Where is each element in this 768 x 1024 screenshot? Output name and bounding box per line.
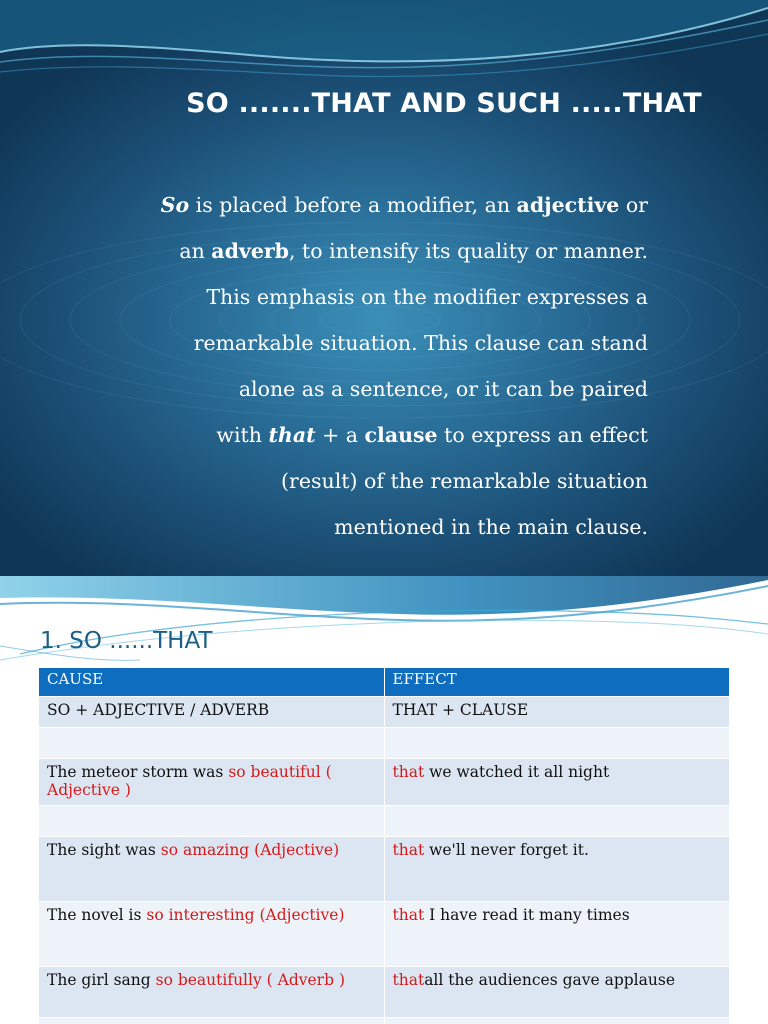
explanation-paragraph — [48, 182, 648, 550]
cause-cell — [39, 902, 385, 967]
cell-text: I have read it many times — [424, 906, 630, 924]
paragraph-line — [48, 412, 648, 458]
highlight-text: that — [392, 906, 425, 924]
cell-text: The sight was — [47, 841, 161, 859]
highlight-text: so beautifully ( Adverb ) — [155, 971, 345, 989]
effect-cell — [384, 902, 730, 967]
paragraph-line — [48, 228, 648, 274]
cause-cell — [39, 697, 385, 728]
paragraph-segment: to express an effect — [437, 423, 648, 447]
cause-cell — [39, 759, 385, 806]
paragraph-segment: adverb — [211, 239, 290, 263]
table-header-row — [39, 668, 730, 697]
cell-text: The meteor storm was — [47, 763, 229, 781]
table-row — [39, 728, 730, 759]
paragraph-segment: (result) of the remarkable situation — [281, 469, 648, 493]
effect-cell — [384, 967, 730, 1018]
cause-cell — [39, 728, 385, 759]
paragraph-segment: that — [268, 423, 316, 447]
table-row — [39, 697, 730, 728]
paragraph-segment: adjective — [516, 193, 620, 217]
slide-2 — [0, 576, 768, 1024]
cause-effect-table — [38, 667, 730, 1024]
highlight-text: that — [392, 763, 425, 781]
effect-cell — [384, 1018, 730, 1024]
paragraph-segment: is placed before a modifier, an — [189, 193, 517, 217]
cell-text: we'll never forget it. — [424, 841, 589, 859]
highlight-text: that — [392, 841, 425, 859]
table-row — [39, 967, 730, 1018]
table-row — [39, 837, 730, 902]
paragraph-segment: , to intensify its quality or manner. — [289, 239, 648, 263]
cell-text: we watched it all night — [424, 763, 610, 781]
paragraph-segment: So — [160, 193, 190, 217]
table-row — [39, 806, 730, 837]
header-cause: CAUSE — [39, 668, 385, 697]
paragraph-line — [48, 274, 648, 320]
table-row — [39, 759, 730, 806]
paragraph-segment: remarkable situation. This clause can stand — [193, 331, 648, 355]
cause-cell — [39, 1018, 385, 1024]
highlight-text: so interesting (Adjective) — [146, 906, 345, 924]
paragraph-segment: mentioned in the main clause. — [334, 515, 648, 539]
cell-text: SO + ADJECTIVE / ADVERB — [47, 701, 270, 719]
paragraph-line — [48, 504, 648, 550]
slide-title: SO .......THAT AND SUCH .....THAT — [186, 88, 702, 119]
paragraph-segment: an — [179, 239, 212, 263]
effect-cell — [384, 697, 730, 728]
paragraph-segment: with — [216, 423, 269, 447]
cause-cell — [39, 806, 385, 837]
cell-text: THAT + CLAUSE — [392, 701, 529, 719]
table-row — [39, 902, 730, 967]
paragraph-segment: alone as a sentence, or it can be paired — [238, 377, 648, 401]
table-row — [39, 1018, 730, 1024]
paragraph-segment: + a — [315, 423, 365, 447]
cell-text: The novel is — [47, 906, 147, 924]
effect-cell — [384, 806, 730, 837]
cell-text: all the audiences gave applause — [424, 971, 675, 989]
cause-cell — [39, 967, 385, 1018]
effect-cell — [384, 728, 730, 759]
header-effect: EFFECT — [384, 668, 730, 697]
highlight-text: so amazing (Adjective) — [160, 841, 340, 859]
cause-cell — [39, 837, 385, 902]
effect-cell — [384, 837, 730, 902]
effect-cell — [384, 759, 730, 806]
paragraph-line — [48, 366, 648, 412]
section-title: 1. SO ......THAT — [40, 628, 213, 654]
highlight-text: that — [392, 971, 425, 989]
highlight-text: so beautiful ( Adjective ) — [47, 763, 332, 799]
paragraph-line — [48, 320, 648, 366]
paragraph-segment: or — [619, 193, 648, 217]
paragraph-segment: This emphasis on the modifier expresses a — [206, 285, 648, 309]
paragraph-line — [48, 458, 648, 504]
paragraph-line — [48, 182, 648, 228]
paragraph-segment: clause — [364, 423, 438, 447]
cell-text: The girl sang — [47, 971, 156, 989]
